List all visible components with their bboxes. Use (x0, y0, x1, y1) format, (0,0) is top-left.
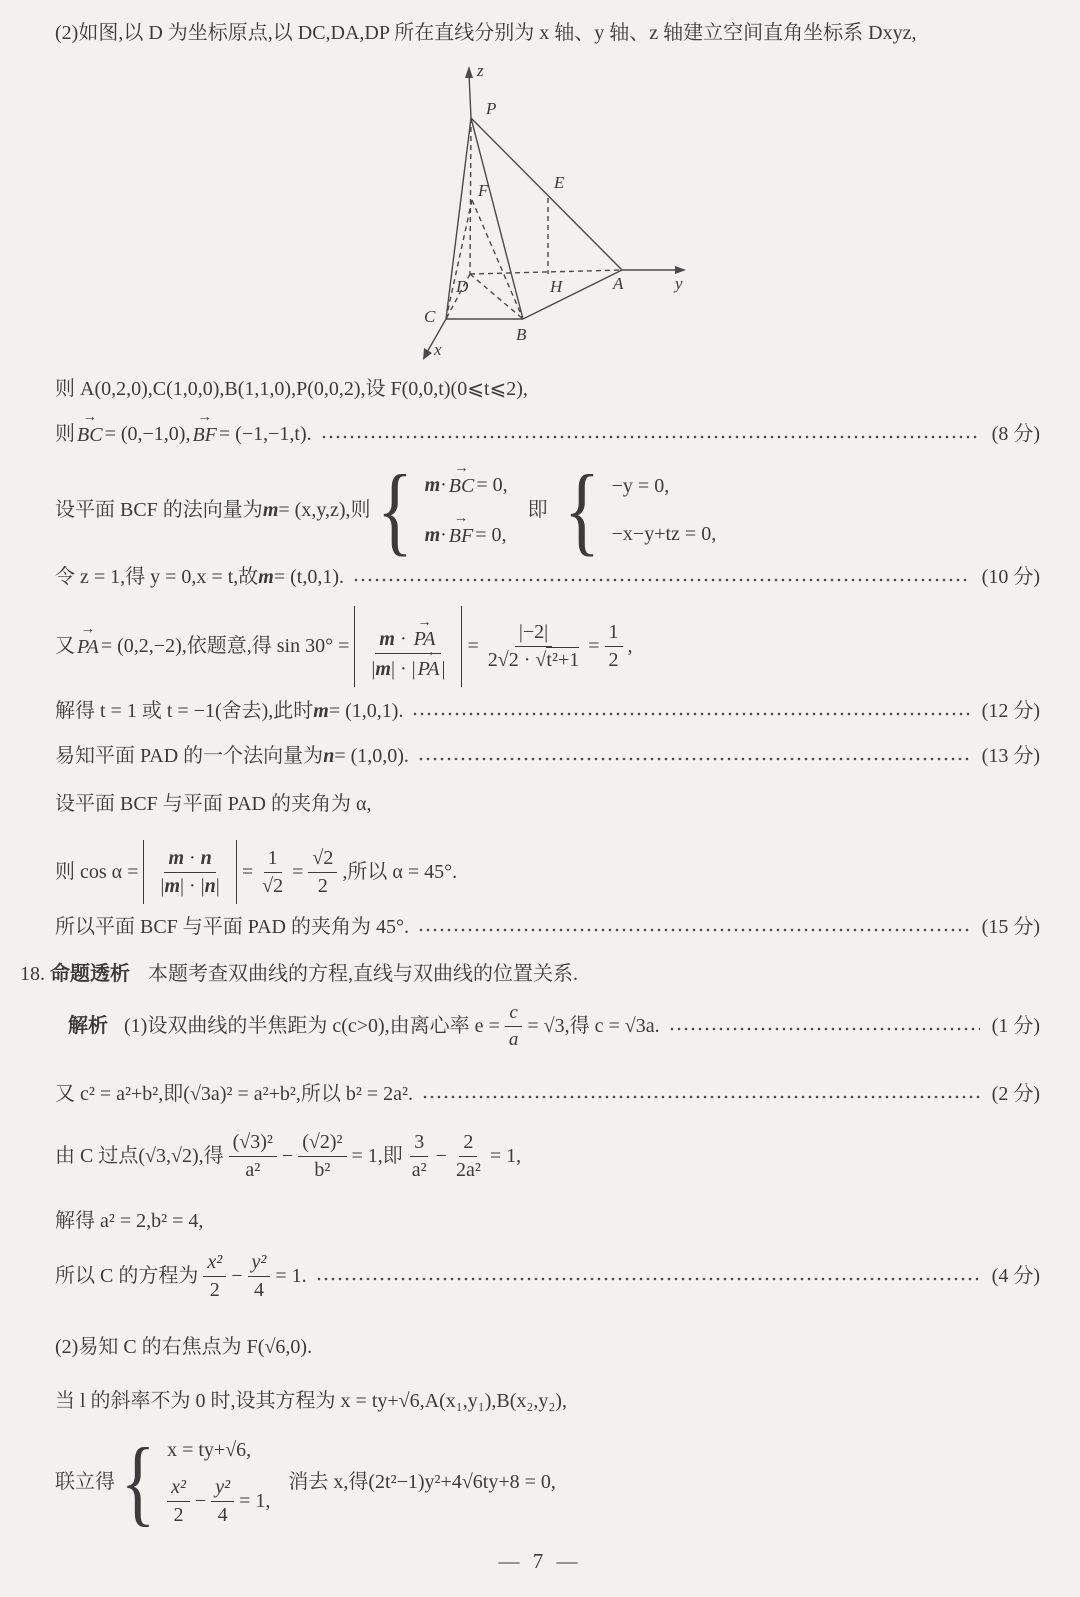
fraction-sqrt2-2 (308, 846, 337, 898)
pad13-pre: 易知平面 PAD 的一个法向量为 (55, 745, 324, 767)
label-C: C (424, 307, 436, 326)
fraction-2-2a2 (452, 1130, 485, 1182)
guodian-eq1: = 1,即 (351, 1145, 403, 1167)
fraction-y2-4 (248, 1250, 271, 1302)
fraction-y2-4 (211, 1475, 234, 1527)
system-2-row-2: −x−y+tz = 0, (611, 523, 717, 545)
fraction-1-sqrt2 (258, 846, 287, 898)
label-x: x (434, 340, 442, 359)
sys-mid: 即 (527, 499, 548, 521)
step-15pts (55, 914, 1040, 940)
fraction-sqrt2sq-b2 (298, 1130, 346, 1182)
label-A: A (613, 274, 624, 293)
frac-den: 4 (253, 1279, 264, 1301)
vector-n: n (200, 847, 212, 869)
guodian-eq2: = 1, (489, 1145, 522, 1167)
sin30-eq1: = (467, 635, 479, 657)
frac-den: a (508, 1029, 519, 1050)
abs-fraction (354, 606, 462, 687)
label-y: y (675, 274, 683, 293)
label-B: B (516, 325, 527, 344)
lianli-row-2 (167, 1475, 270, 1527)
mingti-touxi-label: 命题透析 (50, 963, 130, 985)
system-2-row-1: −y = 0, (611, 475, 670, 497)
frac-num: |−2| (515, 620, 552, 647)
jiexi-label: 解析 (68, 1015, 108, 1037)
edge-DB-dashed (470, 274, 523, 319)
frac-num: 1 (605, 620, 623, 647)
frac-den (367, 654, 449, 681)
slope-text: 当 l 的斜率不为 0 时,设其方程为 x = ty+√6,A(x₁,y₁),B(x₂,y₂), (55, 1390, 567, 1412)
step-2pts (55, 1081, 1040, 1107)
score-15: (15 分) (981, 916, 1040, 938)
point-substitution-line (55, 1121, 1040, 1191)
z-axis-arrowhead (465, 66, 473, 78)
bars: | · | (180, 875, 205, 897)
fraction-sqrt3sq-a2 (229, 1130, 277, 1182)
z10-pre: 令 z = 1,得 y = 0,x = t,故 (55, 566, 259, 588)
minus-op: − (194, 1490, 207, 1512)
problem-18-summary: 本题考查双曲线的方程,直线与双曲线的位置关系. (148, 963, 578, 985)
sqrt-radicand: t²+1 (546, 649, 580, 671)
eqC-pre: 所以 C 的方程为 (55, 1265, 199, 1287)
lianli-row2-eq: = 1, (239, 1490, 271, 1512)
dot-op: · (394, 627, 412, 650)
vec8-s2: = (−1,−1,t). (218, 423, 312, 445)
system-1-row-2 (425, 521, 508, 549)
system-1 (425, 471, 508, 549)
sin30-pre: 又 (55, 635, 75, 657)
alpha-setup-line (55, 791, 1040, 817)
cos-alpha-line (55, 830, 1040, 914)
z10-post: = (t,0,1). (273, 566, 344, 588)
sqrt-prefix: 2√2 · √ (487, 649, 547, 671)
frac-num: x² (203, 1250, 226, 1277)
frac-num: 3 (410, 1130, 428, 1157)
solve-ab-line (55, 1208, 1040, 1234)
z-axis-line (469, 74, 471, 118)
vector-PA: PA → (418, 656, 440, 681)
frac-den: 2 (173, 1504, 184, 1526)
abs-fraction (143, 840, 236, 904)
cos-eq2: = (292, 861, 304, 883)
vec8-s1: = (0,−1,0), (104, 423, 191, 445)
dotted-leader (423, 1095, 980, 1099)
vector-n: n (204, 875, 216, 897)
guodian-pre: 由 C 过点(√3,√2),得 (55, 1145, 224, 1167)
label-E: E (554, 173, 565, 192)
slope-line (55, 1388, 1040, 1414)
system-2 (612, 473, 717, 547)
dot-op: · (440, 474, 447, 496)
solid-geometry-figure (398, 58, 698, 374)
frac-den (156, 873, 223, 898)
sin30-tail: , (627, 635, 633, 657)
y-axis-arrowhead (675, 266, 686, 274)
dotted-leader (419, 928, 970, 932)
eq-zero: = 0, (475, 524, 507, 546)
bar: | (160, 875, 165, 897)
vector-m: m (168, 847, 184, 869)
minus-op: − (231, 1265, 243, 1287)
fraction-3-a2 (408, 1130, 431, 1182)
minus-op: − (435, 1145, 447, 1167)
jiexi-post: = √3,得 c = √3a. (527, 1015, 660, 1037)
page-number: — 7 — (498, 1549, 582, 1573)
vector-BF: BF → (192, 420, 216, 448)
t12-post: = (1,0,1). (328, 700, 404, 722)
problem-18-header (20, 961, 1040, 987)
score-2: (2 分) (991, 1083, 1040, 1105)
frac-den (484, 647, 583, 672)
fraction-x2-2 (203, 1250, 226, 1302)
frac-den: 2 (608, 649, 619, 671)
fraction-mPA (367, 612, 449, 681)
frac-num: y² (248, 1250, 271, 1277)
label-z: z (477, 61, 484, 80)
frac-num: 1 (264, 846, 282, 873)
vector-m: m (424, 474, 441, 496)
lianli-row-1: x = ty+√6, (167, 1439, 252, 1461)
frac-den: 2a² (455, 1159, 481, 1181)
edge-BA (523, 270, 622, 319)
intro-line (55, 20, 1040, 46)
step-8pts (55, 420, 1040, 448)
score-8: (8 分) (991, 423, 1040, 445)
step-4pts (55, 1243, 1040, 1309)
edge-PD-dashed (470, 118, 471, 274)
eqC-post: = 1. (275, 1265, 307, 1287)
frac-den: a² (411, 1159, 427, 1181)
dotted-leader (322, 435, 980, 439)
cos-pre: 则 cos α = (55, 861, 139, 883)
frac-den: √2 (262, 875, 284, 897)
frac-den: 2 (317, 875, 328, 897)
dotted-leader (317, 1277, 980, 1281)
vector-m: m (375, 657, 391, 680)
sys-pre2: = (x,y,z),则 (278, 499, 371, 521)
frac-den: a² (245, 1159, 261, 1181)
intro-text: (2)如图,以 D 为坐标原点,以 DC,DA,DP 所在直线分别为 x 轴、y 轴、z 轴建立空间直角坐标系 Dxyz, (55, 22, 917, 44)
vec8-pre: 则 (55, 423, 75, 445)
bar: | (215, 875, 220, 897)
minus-op: − (281, 1145, 294, 1167)
part2-text: (2)易知 C 的右焦点为 F(√6,0). (55, 1336, 313, 1358)
vector-BF: BF → (449, 521, 473, 549)
edge-PA (471, 118, 622, 270)
dotted-leader (354, 578, 970, 582)
vector-m: m (258, 566, 274, 588)
frac-num: c (505, 1001, 521, 1027)
normal-vector-system: 设平面 BCF 的法向量为 m = (x,y,z),则 { m · BC → = 0, m · BF → = 0, 即 { −y = 0, −x−y+tz = 0, (55, 458, 1040, 562)
step-10pts (55, 564, 1040, 590)
cos-eq1: = (241, 861, 254, 883)
vector-PA: PA → (414, 626, 436, 651)
sys-pre: 设平面 BCF 的法向量为 (55, 499, 263, 521)
frac-num: y² (211, 1475, 234, 1502)
fraction-value (484, 620, 583, 672)
dotted-leader (413, 712, 969, 716)
edge-DA-dashed (470, 270, 622, 274)
frac-den: 4 (217, 1504, 228, 1526)
lianli-system (167, 1437, 270, 1527)
step-12pts (55, 698, 1040, 724)
vector-m: m (313, 700, 329, 722)
frac-num: 2 (459, 1130, 477, 1157)
dotted-leader (670, 1027, 980, 1031)
alpha-text: 设平面 BCF 与平面 PAD 的夹角为 α, (55, 793, 372, 815)
step-13pts (55, 743, 1040, 769)
vector-m: m (262, 499, 279, 521)
lianli-post: 消去 x,得(2t²−1)y²+4√6ty+8 = 0, (288, 1471, 556, 1493)
frac-num: √2 (308, 846, 337, 873)
problem-number: 18. (20, 963, 45, 985)
vector-BC: BC → (449, 471, 475, 499)
vector-m: m (379, 627, 395, 650)
label-P: P (486, 99, 497, 118)
score-4: (4 分) (991, 1265, 1040, 1287)
label-D: D (456, 277, 469, 296)
frac-num (164, 846, 215, 873)
fraction-half (605, 620, 623, 672)
frac-num: (√3)² (229, 1130, 277, 1157)
bar: | (441, 657, 446, 680)
system-1-row-1 (425, 471, 508, 499)
solveab-text: 解得 a² = 2,b² = 4, (55, 1210, 204, 1232)
frac-den: 2 (209, 1279, 220, 1301)
dot-op: · (184, 847, 201, 869)
step-1pt (68, 1000, 1040, 1052)
fraction-mn (156, 846, 223, 898)
conc15-text: 所以平面 BCF 与平面 PAD 的夹角为 45°. (55, 916, 409, 938)
figure-svg (398, 58, 698, 374)
score-1: (1 分) (991, 1015, 1040, 1037)
fraction-x2-2 (167, 1475, 190, 1527)
sin30-s1: = (0,2,−2),依题意,得 sin 30° = (100, 635, 350, 657)
score-13: (13 分) (981, 745, 1040, 767)
edge-PB (471, 118, 523, 319)
score-12: (12 分) (981, 700, 1040, 722)
vector-m: m (164, 875, 180, 897)
vector-n: n (323, 745, 335, 767)
frac-num: x² (167, 1475, 190, 1502)
score-10: (10 分) (981, 566, 1040, 588)
frac-num: (√2)² (298, 1130, 346, 1157)
frac-den: b² (314, 1159, 331, 1181)
coords-line (55, 376, 1040, 402)
dotted-leader (419, 757, 970, 761)
simultaneous-system-line: 联立得 { x = ty+√6, $\frac{\text{x²}}{2}$ − $\frac{\text{y²}}{4}$ = 1, 消去 x,得(2t²−1)y²+4√6ty+8 = 0, (55, 1428, 556, 1535)
bar: | (371, 657, 376, 680)
pad13-post: = (1,0,0). (334, 745, 409, 767)
label-F: F (478, 181, 489, 200)
vector-PA: PA → (77, 632, 99, 660)
label-H: H (550, 277, 563, 296)
cos-tail: ,所以 α = 45°. (342, 861, 458, 883)
jiexi-pre: (1)设双曲线的半焦距为 c(c>0),由离心率 e = (124, 1015, 500, 1037)
vector-BC: BC → (77, 420, 103, 448)
x-axis-arrowhead (423, 348, 432, 360)
part2-focus-line (55, 1334, 1040, 1360)
c2-text: 又 c² = a²+b²,即(√3a)² = a²+b²,所以 b² = 2a². (55, 1083, 414, 1105)
sin30-line (55, 600, 1040, 692)
dot-op: · (440, 524, 447, 546)
fraction-c-a (505, 1001, 523, 1051)
lianli-pre: 联立得 (55, 1471, 115, 1493)
bars: | · | (390, 657, 416, 680)
eq-zero: = 0, (476, 474, 508, 496)
sin30-eq2: = (588, 635, 600, 657)
vector-m: m (424, 524, 441, 546)
t12-pre: 解得 t = 1 或 t = −1(舍去),此时 (55, 700, 314, 722)
coords-text: 则 A(0,2,0),C(1,0,0),B(1,1,0),P(0,0,2),设 F(0,0,t)(0⩽t⩽2), (55, 378, 528, 400)
